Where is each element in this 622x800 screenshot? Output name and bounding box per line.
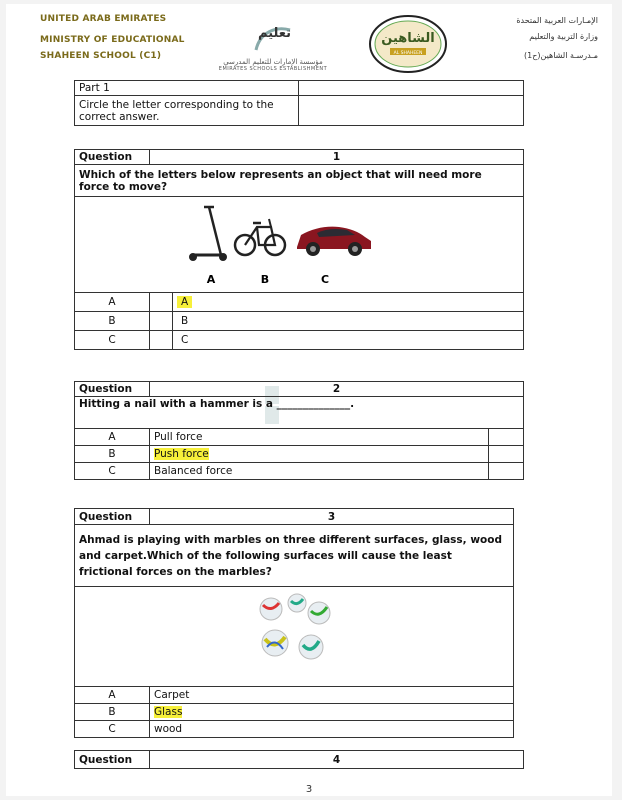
q1-option-b-spacer: [150, 312, 173, 331]
bicycle-icon: [235, 219, 285, 255]
marbles-image: [249, 593, 339, 677]
page-number: 3: [305, 784, 313, 795]
q2-option-a-answer[interactable]: Pull force: [150, 429, 489, 446]
question-3-text: Ahmad is playing with marbles on three different surfaces, glass, wood and carpet.Which of the following surfaces will cause the least frictional forces on the marbles?: [75, 525, 514, 587]
part-empty-cell: [299, 81, 524, 96]
q2-option-c-letter: C: [75, 463, 150, 480]
q3-option-a-answer[interactable]: Carpet: [150, 687, 514, 704]
q1-option-c-spacer: [150, 331, 173, 350]
question-3-number: 3: [150, 509, 514, 525]
marble-icon: [299, 635, 323, 659]
q2-option-a-letter: A: [75, 429, 150, 446]
image-label-a: A: [206, 273, 216, 286]
establishment-english: EMIRATES SCHOOLS ESTABLISHMENT: [218, 66, 328, 72]
q2-option-a-empty: [489, 429, 524, 446]
marble-icon: [308, 602, 330, 624]
question-3-table: [74, 508, 514, 738]
taleem-logo-text: تعليم: [258, 26, 292, 41]
question-4-label: Question: [75, 751, 150, 769]
q2-option-c-answer[interactable]: Balanced force: [150, 463, 489, 480]
vehicles-image: [179, 197, 419, 289]
part-title: Part 1: [75, 81, 299, 96]
q3-option-a-letter: A: [75, 687, 150, 704]
part-empty-cell-2: [299, 96, 524, 126]
question-2-table: [74, 381, 524, 480]
q3-option-b-letter: B: [75, 704, 150, 721]
image-label-b: B: [260, 273, 270, 286]
question-4-table: [74, 750, 524, 769]
question-2-label: Question: [75, 382, 150, 397]
question-1-number: 1: [150, 150, 524, 165]
marble-icon: [262, 630, 288, 656]
header-school: SHAHEEN SCHOOL (C1): [40, 51, 162, 61]
question-4-number: 4: [150, 751, 524, 769]
q1-option-a-spacer: [150, 293, 173, 312]
q2-option-b-empty: [489, 446, 524, 463]
question-1-text: Which of the letters below represents an object that will need more force to move?: [75, 165, 524, 197]
part-instruction: Circle the letter corresponding to the correct answer.: [75, 96, 299, 126]
worksheet-page: [6, 4, 612, 796]
q2-option-b-answer[interactable]: Push force: [150, 446, 489, 463]
question-3-image-cell: [75, 587, 514, 687]
school-logo: [368, 14, 448, 74]
image-label-c: C: [320, 273, 330, 286]
q1-option-c-letter: C: [75, 331, 150, 350]
question-2-text: Hitting a nail with a hammer is a ______________.: [75, 397, 524, 429]
q1-option-a-letter: A: [75, 293, 150, 312]
question-1-table: [74, 149, 524, 350]
school-logo-text: الشاهين: [381, 31, 435, 46]
header-school-arabic: مـدرسـة الشاهين(ح1): [523, 51, 598, 60]
marble-icon: [288, 594, 306, 612]
marble-icon: [260, 598, 282, 620]
header-ministry: MINISTRY OF EDUCATIONAL: [40, 35, 185, 45]
q3-option-c-letter: C: [75, 721, 150, 738]
header-ministry-arabic: وزارة التربية والتعليم: [529, 32, 598, 41]
q1-option-b-answer[interactable]: B: [173, 312, 524, 331]
question-1-label: Question: [75, 150, 150, 165]
car-icon: [297, 227, 371, 256]
q3-option-c-answer[interactable]: wood: [150, 721, 514, 738]
q3-option-b-answer[interactable]: Glass: [150, 704, 514, 721]
header-country-arabic: الإمـارات العربية المتحدة: [516, 16, 598, 25]
q1-option-b-letter: B: [75, 312, 150, 331]
q2-option-c-empty: [489, 463, 524, 480]
part-table: [74, 80, 524, 126]
question-3-label: Question: [75, 509, 150, 525]
q2-option-b-letter: B: [75, 446, 150, 463]
scooter-icon: [189, 207, 227, 261]
header-country: UNITED ARAB EMIRATES: [40, 14, 167, 24]
school-logo-subtext: AL SHAHEEN: [393, 51, 423, 56]
question-2-number: 2: [150, 382, 524, 397]
q1-option-c-answer[interactable]: C: [173, 331, 524, 350]
establishment-arabic: مؤسسة الإمارات للتعليم المدرسي: [223, 58, 323, 66]
question-1-image-cell: [75, 197, 524, 293]
q1-option-a-answer[interactable]: A: [173, 293, 524, 312]
